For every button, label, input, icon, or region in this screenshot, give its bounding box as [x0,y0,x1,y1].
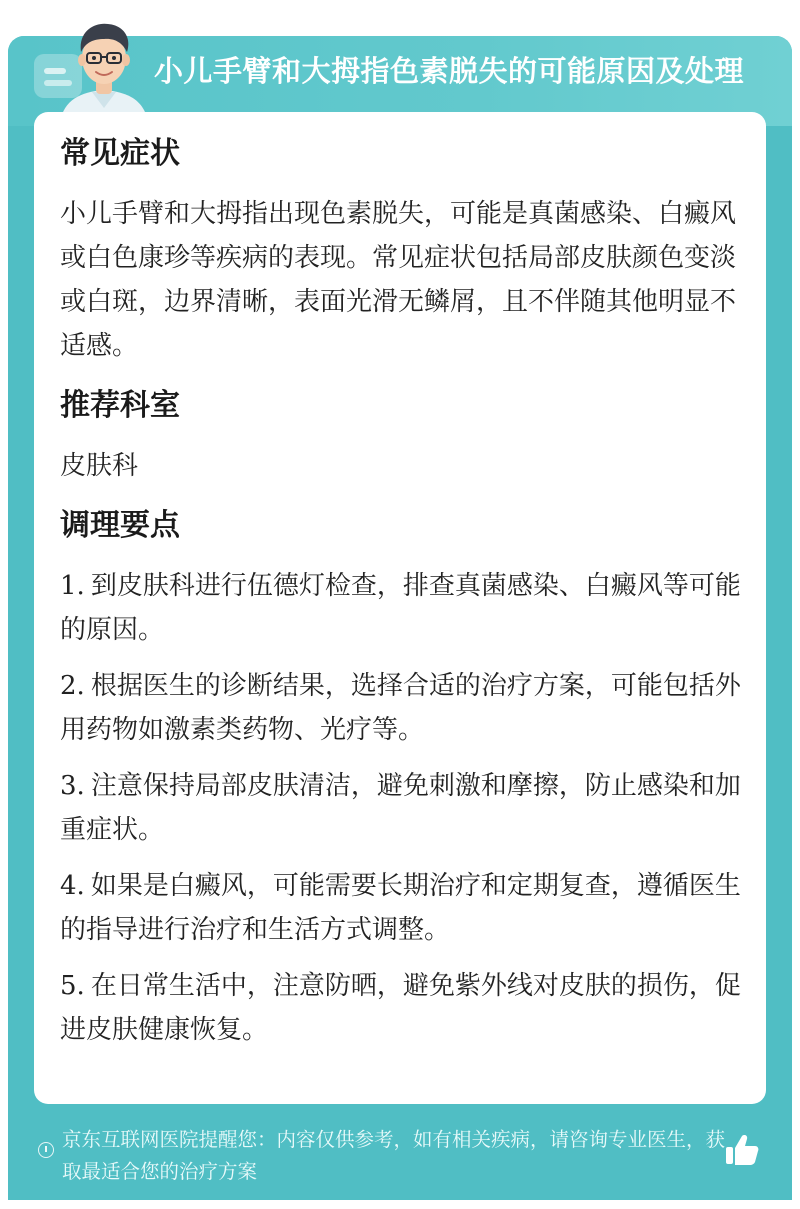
item-number: 1. [60,571,85,601]
list-item [60,864,742,952]
item-text: 如果是白癜风，可能需要长期治疗和定期复查，遵循医生的指导进行治疗和生活方式调整。 [60,871,741,945]
section-title-care: 调理要点 [60,508,180,543]
disclaimer-text: 京东互联网医院提醒您：内容仅供参考，如有相关疾病，请咨询专业医生，获取最适合您的治疗方案 [62,1128,726,1183]
list-item [60,664,742,752]
list-item [60,964,742,1052]
list-item [60,764,742,852]
article-frame [8,36,792,1200]
section-title-department: 推荐科室 [60,388,180,423]
item-text: 根据医生的诊断结果，选择合适的治疗方案，可能包括外用药物如激素类药物、光疗等。 [60,671,741,745]
disclaimer-footer [8,1120,792,1200]
info-icon [38,1142,54,1158]
item-number: 3. [60,771,85,801]
item-text: 注意保持局部皮肤清洁，避免刺激和摩擦，防止感染和加重症状。 [60,771,741,845]
symptoms-text: 小儿手臂和大拇指出现色素脱失，可能是真菌感染、白癜风或白色康珍等疾病的表现。常见症状包括局部皮肤颜色变淡或白斑，边界清晰，表面光滑无鳞屑，且不伴随其他明显不适感。 [60,199,737,361]
list-item [60,564,742,652]
thumbs-up-icon[interactable] [724,1132,760,1168]
content-body [60,134,742,1064]
item-number: 4. [60,871,85,901]
item-number: 2. [60,671,85,701]
item-text: 到皮肤科进行伍德灯检查，排查真菌感染、白癜风等可能的原因。 [60,571,741,645]
doctor-avatar-icon [56,8,152,122]
department-text: 皮肤科 [60,451,139,481]
item-number: 5. [60,971,85,1001]
page-title: 小儿手臂和大拇指色素脱失的可能原因及处理 [154,54,745,88]
section-title-symptoms: 常见症状 [60,136,180,171]
item-text: 在日常生活中，注意防晒，避免紫外线对皮肤的损伤，促进皮肤健康恢复。 [60,971,741,1045]
content-card [34,112,766,1104]
